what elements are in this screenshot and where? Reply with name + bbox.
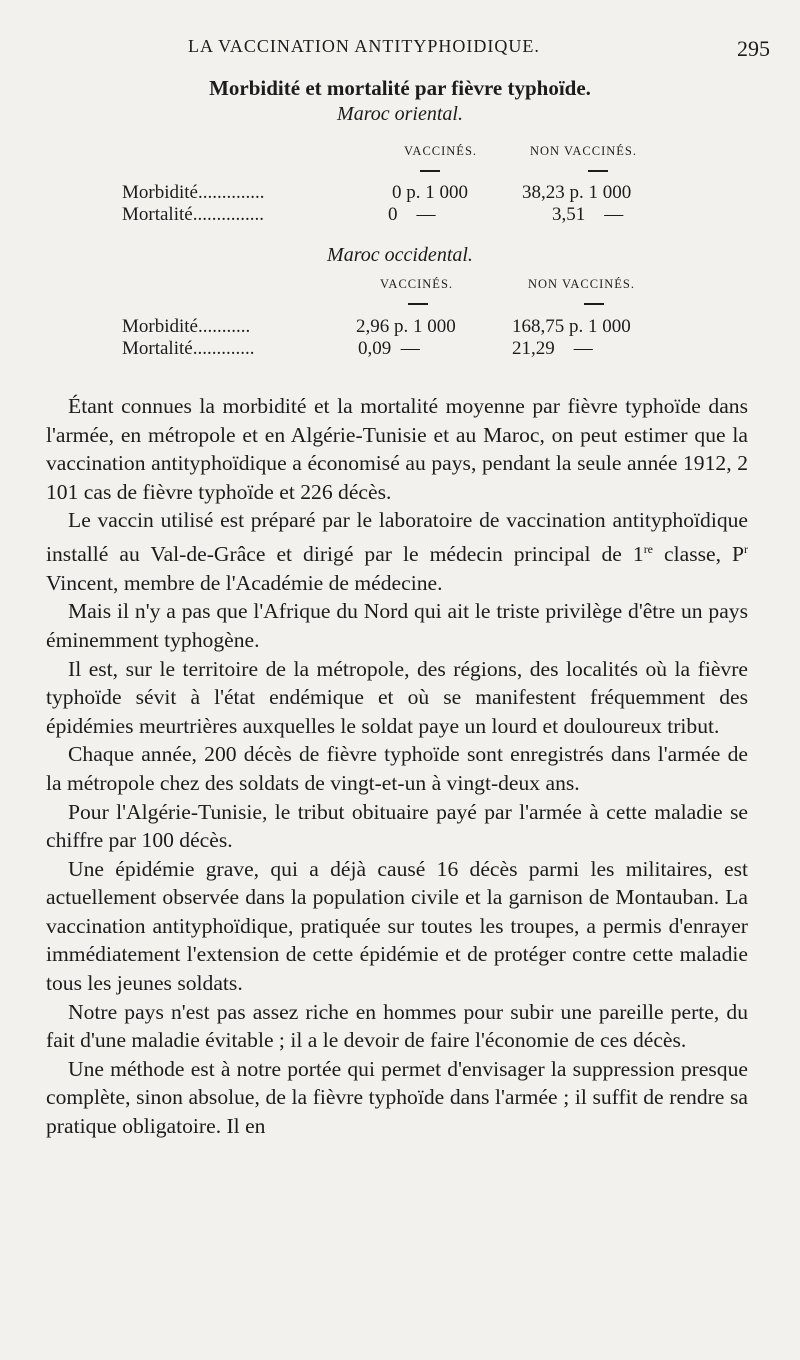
table-title: Morbidité et mortalité par fièvre typhoïde. bbox=[209, 76, 591, 100]
paragraph: Il est, sur le territoire de la métropole, des régions, des localités où la fièvre typhoïde sévit à l'état endémique et où se manifestent fréquemment des épidémies meurtrières auxquelles le soldat paye un lourd et douloureux tribut. bbox=[46, 656, 748, 738]
paragraph: Une méthode est à notre portée qui permet d'envisager la suppression presque complète, sinon absolue, de la fièvre typhoïde dans l'armée ; il suffit de rendre sa pratique obligatoire. Il en bbox=[46, 1056, 748, 1139]
cell-vaccines-mortalite: 0 — bbox=[388, 204, 436, 225]
cell-non-vaccines-morbidite: 168,75 p. 1 000 bbox=[512, 316, 631, 337]
row-label-mortalite: Mortalité............... bbox=[122, 204, 264, 225]
page-number: 295 bbox=[737, 36, 770, 61]
section-subtitle-occidental: Maroc occidental. bbox=[327, 244, 473, 266]
col-head-non-vaccines: NON VACCINÉS. bbox=[528, 277, 636, 291]
row-label-morbidite: Morbidité.............. bbox=[122, 182, 265, 203]
col-head-non-vaccines: NON VACCINÉS. bbox=[530, 144, 638, 158]
col-head-vaccines: VACCINÉS. bbox=[404, 144, 478, 158]
column-rule bbox=[584, 303, 604, 305]
running-head: LA VACCINATION ANTITYPHOIDIQUE. bbox=[188, 36, 540, 56]
paragraph: Le vaccin utilisé est préparé par le laboratoire de vaccination antityphoïdique installé au Val-de-Grâce et dirigé par le médecin principal de 1re classe, $P^r$ Vincent, membre de l'Académie de médecine. bbox=[46, 508, 748, 595]
row-label-morbidite: Morbidité........... bbox=[122, 316, 251, 337]
row-label-mortalite: Mortalité............. bbox=[122, 338, 255, 359]
cell-non-vaccines-morbidite: 38,23 p. 1 000 bbox=[522, 182, 632, 203]
paragraph: Étant connues la morbidité et la mortalité moyenne par fièvre typhoïde dans l'armée, en métropole et en Algérie-Tunisie et au Maroc, on peut estimer que la vaccination antityphoïdique a économisé au pays, pendant la seule année 1912, 2 101 cas de fièvre typhoïde et 226 décès. bbox=[46, 394, 748, 504]
column-rule bbox=[588, 170, 608, 172]
cell-non-vaccines-mortalite: 21,29 — bbox=[512, 338, 593, 359]
paragraph: Notre pays n'est pas assez riche en hommes pour subir une pareille perte, du fait d'une maladie évitable ; il a le devoir de faire l'économie de ces décès. bbox=[46, 999, 748, 1053]
body-text bbox=[46, 392, 748, 1141]
col-head-vaccines: VACCINÉS. bbox=[380, 277, 454, 291]
section-subtitle-oriental: Maroc oriental. bbox=[337, 103, 463, 125]
paragraph: Une épidémie grave, qui a déjà causé 16 décès parmi les militaires, est actuellement observée dans la population civile et la garnison de Montauban. La vaccination antityphoïdique, pratiquée sur toutes les troupes, a permis d'enrayer immédiatement l'extension de cette épidémie et de protéger contre cette maladie tous les jeunes soldats. bbox=[46, 856, 748, 996]
cell-vaccines-morbidite: 0 p. 1 000 bbox=[392, 182, 468, 203]
cell-non-vaccines-mortalite: 3,51 — bbox=[552, 204, 624, 225]
cell-vaccines-mortalite: 0,09 — bbox=[358, 338, 420, 359]
cell-vaccines-morbidite: 2,96 p. 1 000 bbox=[356, 316, 456, 337]
column-rule bbox=[408, 303, 428, 305]
paragraph: Mais il n'y a pas que l'Afrique du Nord qui ait le triste privilège d'être un pays éminemment typhogène. bbox=[46, 599, 748, 652]
paragraph: Chaque année, 200 décès de fièvre typhoïde sont enregistrés dans l'armée de la métropole chez des soldats de vingt-et-un à vingt-deux ans. bbox=[46, 742, 748, 795]
paragraph: Pour l'Algérie-Tunisie, le tribut obituaire payé par l'armée à cette maladie se chiffre par 100 décès. bbox=[46, 799, 748, 853]
column-rule bbox=[420, 170, 440, 172]
